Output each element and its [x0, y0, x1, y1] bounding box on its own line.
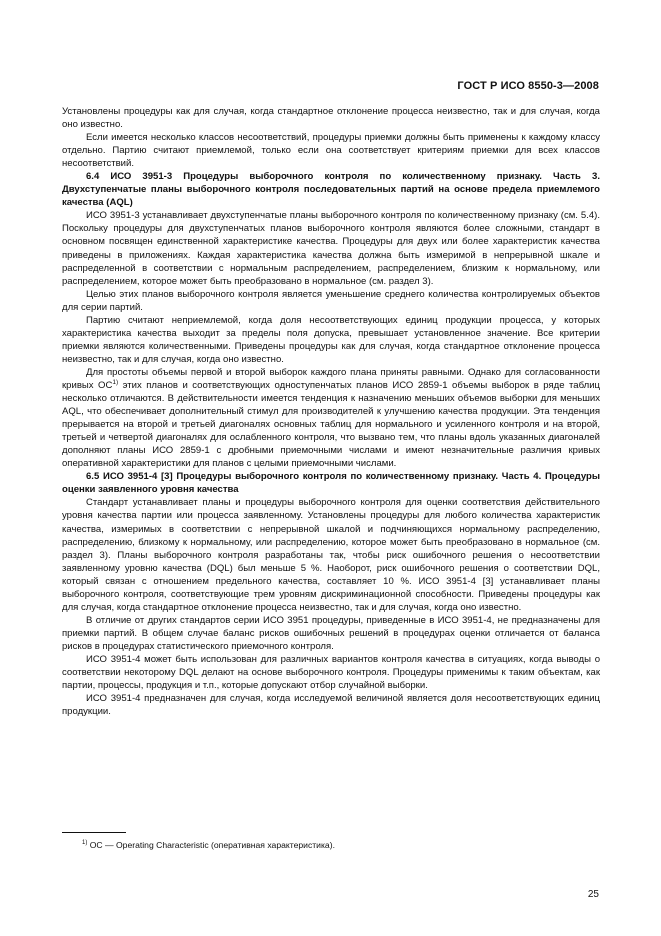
paragraph: Установлены процедуры как для случая, когда стандартное отклонение процесса неизвестно, так и для случая, когда оно известно. — [62, 106, 600, 131]
page-number: 25 — [587, 889, 599, 900]
paragraph: Целью этих планов выборочного контроля является уменьшение среднего количества контролируемых объектов для серии партий. — [62, 288, 600, 313]
footnote-text: ОС — Operating Characteristic (оперативная характеристика). — [87, 840, 335, 850]
paragraph: ИСО 3951-4 может быть использован для различных вариантов контроля качества в ситуациях, когда выводы о соответствии некоторому DQL делают на основе выборочного контроля. Процедуры применимы к таким объектам, как партии, процессы, продукция и т.п., которые допускают отбор случайной выборки. — [62, 653, 600, 692]
paragraph: Партию считают неприемлемой, когда доля несоответствующих единиц продукции процесса, у которых характеристика качества выходит за пределы поля допуска, превышает установленное значение. Все критерии приемки являются количественными. Приведены процедуры как для случая, когда стандартное отклонение процесса неизвестно, так и для случая, когда оно известно. — [62, 314, 600, 365]
paragraph: В отличие от других стандартов серии ИСО 3951 процедуры, приведенные в ИСО 3951-4, не предназначены для приемки партий. В общем случае баланс рисков ошибочных решений в процедурах оценки отличается от баланса рисков в процедурах статистического приемочного контроля. — [62, 614, 600, 652]
section-heading-6-5: 6.5 ИСО 3951-4 [3] Процедуры выборочного контроля по количественному признаку. Часть 4. Процедуры оценки заявленного уровня качества — [62, 471, 600, 496]
paragraph: Стандарт устанавливает планы и процедуры выборочного контроля для оценки соответствия действительного уровня качества партии или процесса заявленному. Установлены процедуры для любого количества характеристик качества, измеримых в соответствии с непрерывной шкалой и подчиняющихся нормальному распределению, распределению, близкому к нормальному, или распределению, которое может быть преобразовано в нормальное (см. раздел 3). Планы выборочного контроля разработаны так, чтобы риск ошибочного решения о несоответствии заявленному уровню качества (DQL) был меньше 5 %. Наоборот, риск ошибочного решения о соответствии DQL, который связан с отношением предельного качества, составляет 10 %. ИСО 3951-4 [3] устанавливает планы выборочного контроля, соответствующие трем уровням дискриминационной способности. Приведены процедуры как для случая, когда стандартное отклонение процесса неизвестно, так и для случая, когда оно известно. — [62, 497, 600, 613]
footnote-divider — [62, 832, 126, 833]
paragraph: ИСО 3951-4 предназначен для случая, когда исследуемой величиной является доля несоответствующих единиц продукции. — [62, 693, 600, 718]
paragraph-text: Для простоты объемы первой и второй выборок каждого плана приняты равными. Однако для согласованности кривых ОС — [62, 366, 600, 391]
footnote-mark: 1) — [82, 840, 88, 846]
section-heading-6-4: 6.4 ИСО 3951-3 Процедуры выборочного контроля по количественному признаку. Часть 3. Двухступенчатые планы выборочного контроля последовательных партий на основе предела приемлемого качества (AQL) — [62, 171, 600, 209]
paragraph-text: этих планов и соответствующих одноступенчатых планов ИСО 2859-1 объемы выборок в ряде таблиц несколько отличаются. В действительности имеется тенденция к назначению меньших объемов выборки для меньших AQL, что обеспечивает дополнительный стимул для производителей к улучшению качества продукции. Эта тенденция прерывается на второй и третьей диагоналях основных таблиц для нормального и усиленного контроля и на второй, третьей и четвертой диагоналях для ослабленного контроля, что вызвано тем, что планы вдоль указанных диагоналей дополняют планы ИСО 2859-1 с дробными приемочными числами и имеют незначительные различия кривых оперативной характеристики для планов с целыми приемочными числами. — [62, 379, 601, 470]
footnote-reference: 1) — [112, 378, 119, 386]
document-header: ГОСТ Р ИСО 8550-3—2008 — [457, 80, 599, 92]
paragraph: ИСО 3951-3 устанавливает двухступенчатые планы выборочного контроля по количественному признаку (см. 5.4). Поскольку процедуры для двухступенчатых планов выборочного контроля являются более сложными, стандарт в основном посвящен единственной характеристике качества. Процедуры для двух или более характеристик качества приведены в приложениях. Каждая характеристика качества должна быть измеримой в непрерывной шкале и распределенной в соответствии с нормальным распределением, распределением, близким к нормальному, или распределением, которое может быть преобразовано в нормальное (см. раздел 3). — [62, 210, 600, 287]
paragraph: Если имеется несколько классов несоответствий, процедуры приемки должны быть применены к каждому классу отдельно. Партию считают приемлемой, только если она соответствует критериям приемки для всех классов несоответствий. — [62, 132, 600, 170]
footnote — [82, 840, 335, 850]
paragraph-with-footnote — [62, 366, 600, 470]
document-body — [62, 105, 600, 718]
